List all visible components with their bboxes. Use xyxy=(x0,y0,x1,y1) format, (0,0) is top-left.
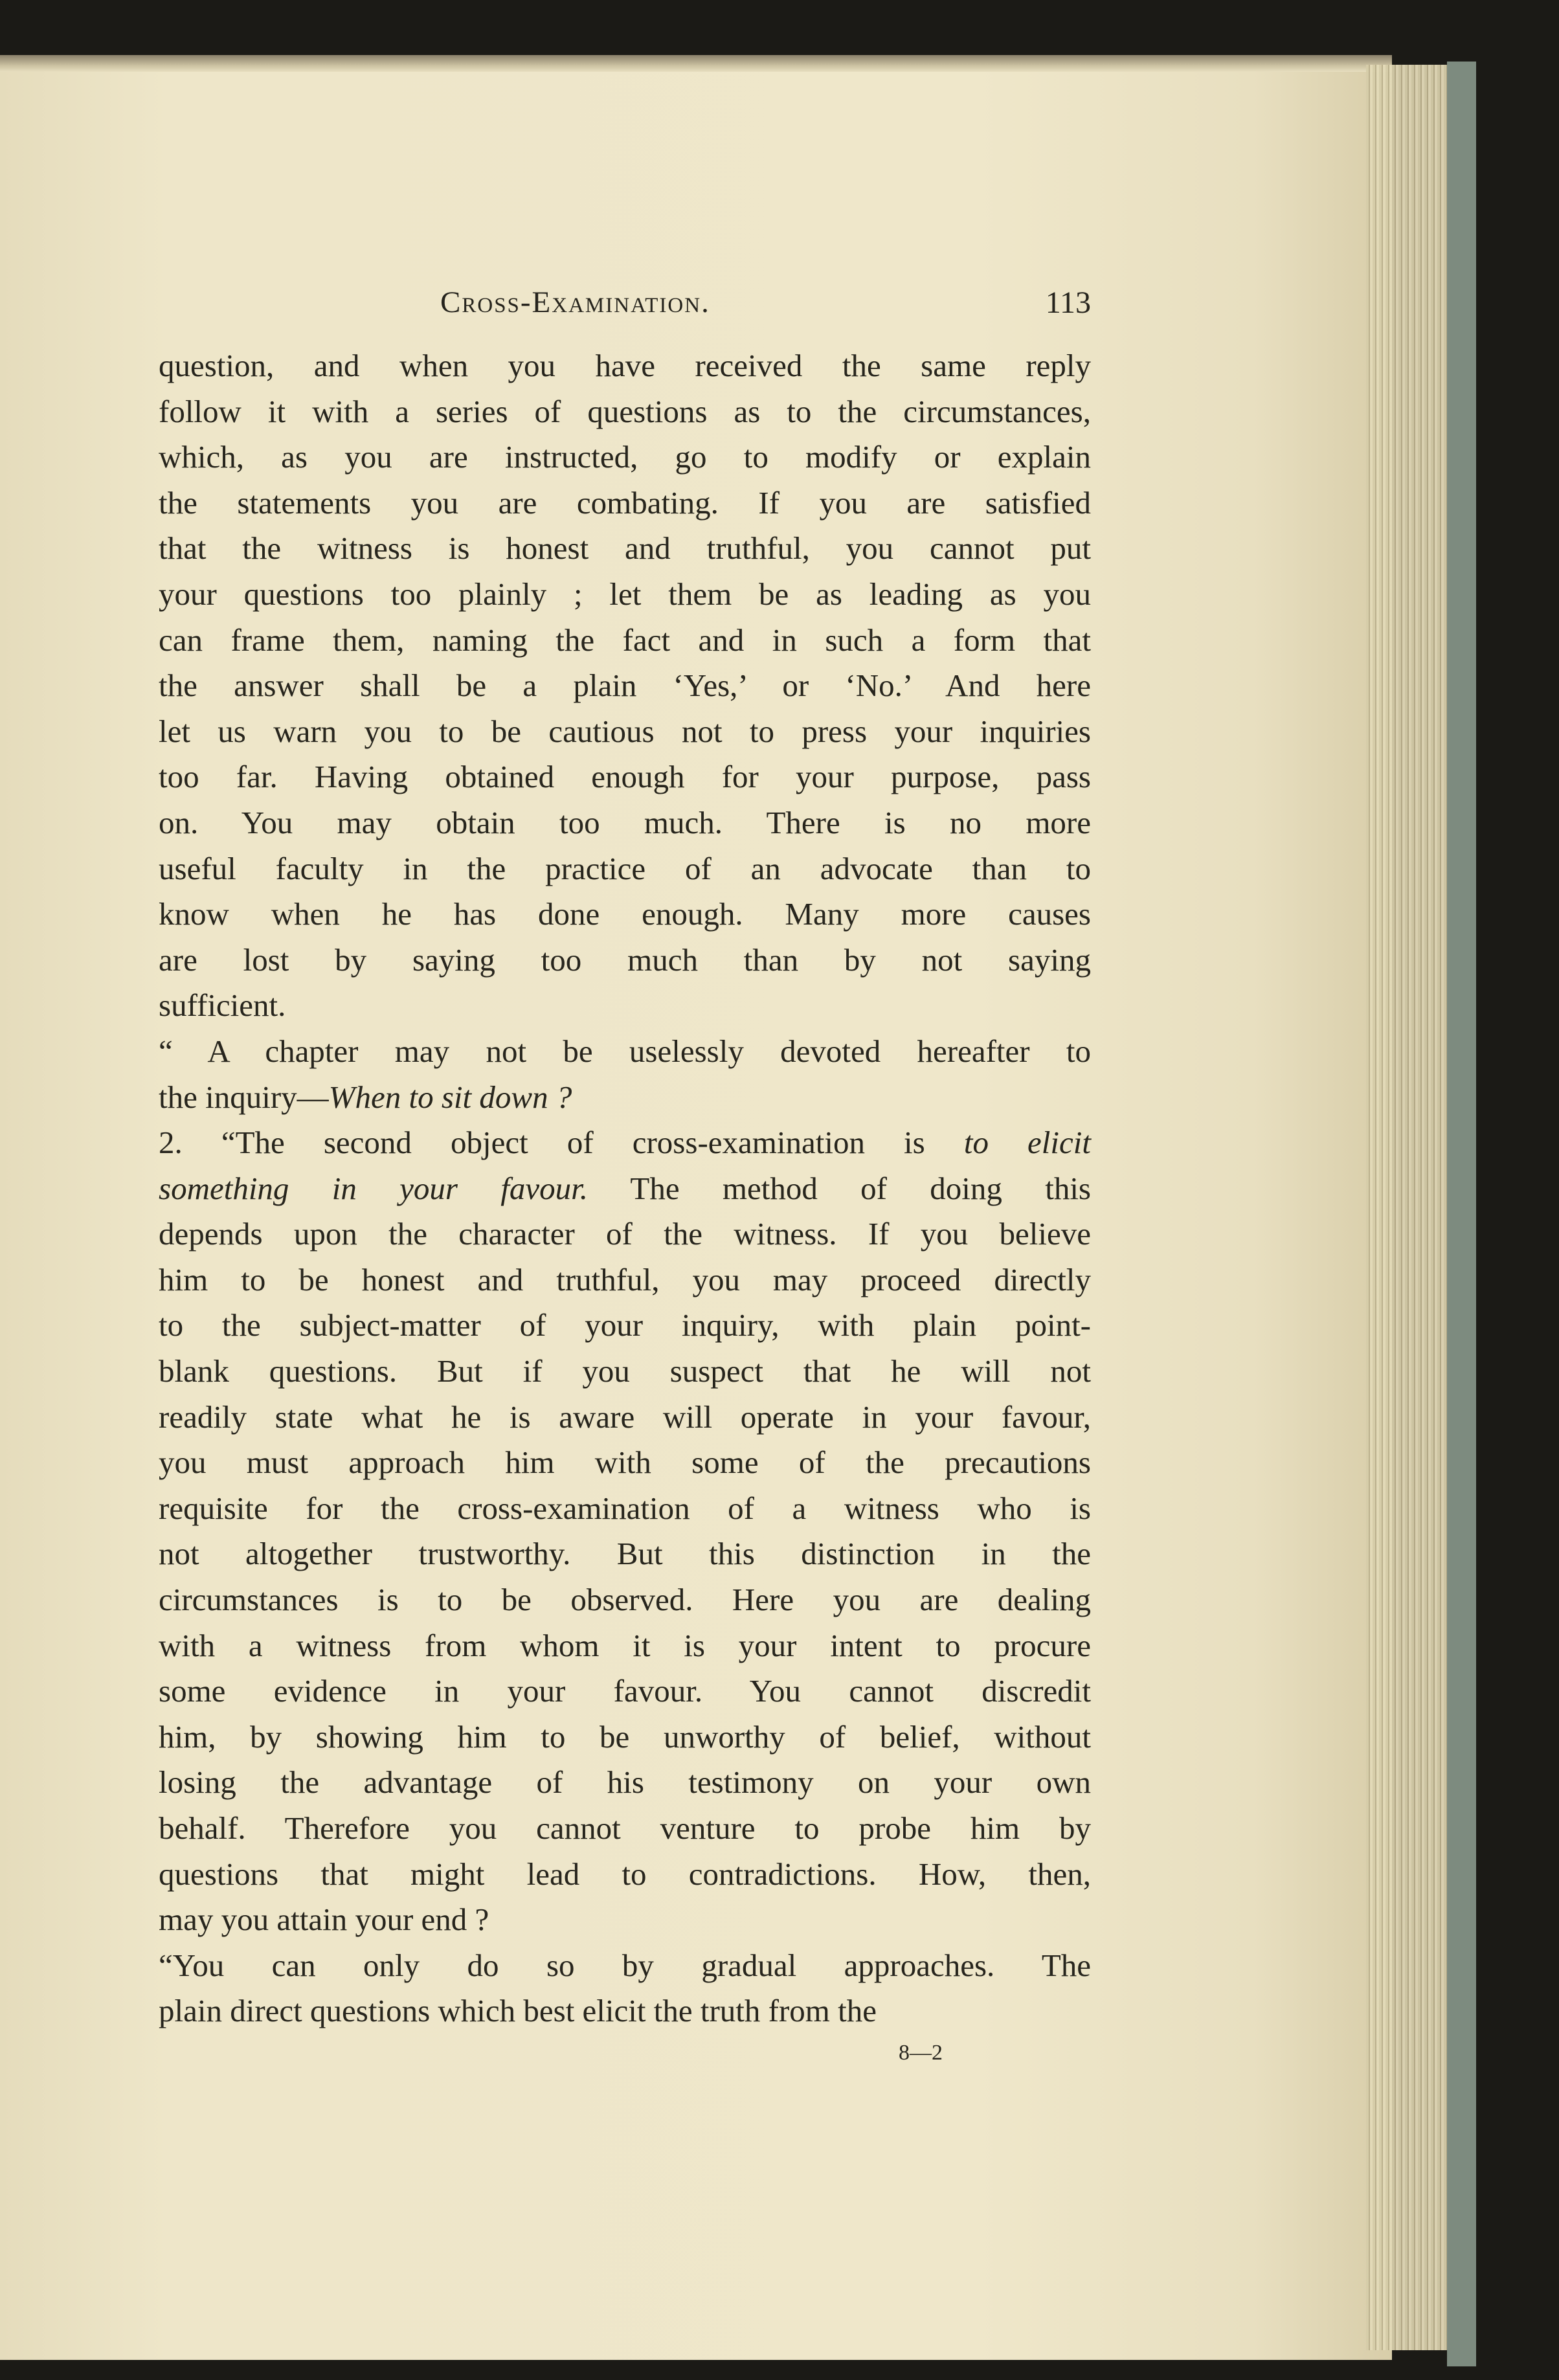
text-line: that the witness is honest and truthful, you cannot put xyxy=(159,530,1091,567)
text-segment: the inquiry— xyxy=(159,1079,329,1115)
text-line: “ A chapter may not be uselessly devoted hereafter to xyxy=(159,1033,1091,1069)
italic-segment: something in your favour. xyxy=(159,1170,589,1206)
text-line: requisite for the cross-examination of a witness who is xyxy=(159,1490,1091,1526)
text-line: useful faculty in the practice of an advocate than to xyxy=(159,850,1091,886)
text-line: are lost by saying too much than by not saying xyxy=(159,941,1091,978)
text-line: to the subject-matter of your inquiry, with plain point- xyxy=(159,1307,1091,1343)
text-line: your questions too plainly ; let them be as leading as you xyxy=(159,576,1091,612)
text-line: questions that might lead to contradictions. How, then, xyxy=(159,1856,1091,1892)
text-line: with a witness from whom it is your intent to procure xyxy=(159,1627,1091,1663)
text-line: circumstances is to be observed. Here you are dealing xyxy=(159,1582,1091,1618)
text-line: readily state what he is aware will operate in your favour, xyxy=(159,1398,1091,1435)
italic-segment: to elicit xyxy=(963,1125,1091,1161)
text-line: too far. Having obtained enough for your purpose, pass xyxy=(159,759,1091,795)
text-line: the statements you are combating. If you are satisfied xyxy=(159,484,1091,521)
text-line: which, as you are instructed, go to modify or explain xyxy=(159,439,1091,475)
text-line: him, by showing him to be unworthy of belief, without xyxy=(159,1718,1091,1755)
text-segment: The method of doing this xyxy=(588,1170,1091,1206)
signature-mark: 8—2 xyxy=(899,2041,943,2065)
text-line: let us warn you to be cautious not to press your inquiries xyxy=(159,713,1091,749)
text-line: know when he has done enough. Many more causes xyxy=(159,896,1091,932)
text-line: losing the advantage of his testimony on your own xyxy=(159,1764,1091,1801)
text-line: on. You may obtain too much. There is no more xyxy=(159,804,1091,840)
text-line xyxy=(159,1075,1091,1121)
text-segment: 2. “The second object of cross-examination is xyxy=(159,1125,964,1161)
text-line: follow it with a series of questions as to the circumstances, xyxy=(159,393,1091,429)
text-line: blank questions. But if you suspect that he will not xyxy=(159,1353,1091,1389)
text-line: him to be honest and truthful, you may proceed directly xyxy=(159,1261,1091,1297)
text-line: the answer shall be a plain ‘Yes,’ or ‘No.’ And here xyxy=(159,668,1091,704)
page-top-edge xyxy=(0,55,1392,72)
text-line: you must approach him with some of the precautions xyxy=(159,1444,1091,1481)
text-line: sufficient. xyxy=(159,987,286,1024)
page-number: 113 xyxy=(1045,286,1091,320)
text-line xyxy=(159,1166,1091,1212)
text-line: may you attain your end ? xyxy=(159,1902,489,1938)
page-header xyxy=(159,285,1104,324)
book-cover-board xyxy=(1447,62,1476,2366)
text-line: “You can only do so by gradual approaches. The xyxy=(159,1947,1091,1983)
text-line: some evidence in your favour. You cannot discredit xyxy=(159,1673,1091,1709)
text-line: plain direct questions which best elicit the truth from the xyxy=(159,1993,877,2029)
text-line: question, and when you have received the same reply xyxy=(159,348,1091,383)
text-line: depends upon the character of the witness. If you believe xyxy=(159,1216,1091,1252)
text-line: not altogether trustworthy. But this distinction in the xyxy=(159,1536,1091,1572)
text-line: behalf. Therefore you cannot venture to probe him by xyxy=(159,1810,1091,1846)
italic-segment: When to sit down ? xyxy=(328,1079,572,1115)
running-head: Cross-Examination. xyxy=(440,286,710,319)
text-line: can frame them, naming the fact and in such a form that xyxy=(159,622,1091,658)
text-line xyxy=(159,1120,1091,1166)
body-text xyxy=(159,343,1091,2034)
